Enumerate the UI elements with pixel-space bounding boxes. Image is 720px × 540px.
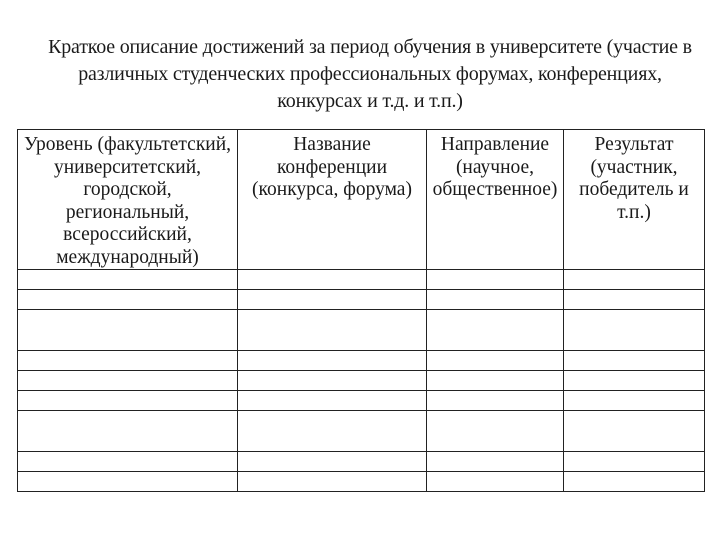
document-heading [40, 34, 700, 115]
table-row [18, 371, 705, 391]
table-cell[interactable] [238, 472, 427, 492]
table-cell[interactable] [564, 290, 705, 310]
header-result-line: (участник, [590, 156, 678, 178]
table-row [18, 270, 705, 290]
table-cell[interactable] [427, 270, 564, 290]
header-level-line: Уровень (факультетский, [23, 134, 232, 155]
table-cell[interactable] [564, 391, 705, 411]
heading-line-2: различных студенческих профессиональных форумах, конференциях, [78, 63, 662, 85]
table-cell[interactable] [238, 411, 427, 452]
header-result-line: Результат [594, 134, 674, 155]
header-direction [427, 130, 564, 270]
table-cell[interactable] [18, 290, 238, 310]
header-level-line: всероссийский, [63, 224, 192, 245]
table-cell[interactable] [18, 270, 238, 290]
table-cell[interactable] [238, 452, 427, 472]
header-name-line: конференции [276, 156, 388, 178]
achievements-table [17, 129, 705, 492]
header-level-line: университетский, [53, 156, 202, 178]
table-cell[interactable] [564, 310, 705, 351]
table-row [18, 310, 705, 351]
table-cell[interactable] [238, 391, 427, 411]
header-conference-name [238, 130, 427, 270]
header-name-line: (конкурса, форума) [252, 179, 412, 200]
header-level [18, 130, 238, 270]
header-level-line: международный) [56, 246, 199, 268]
table-header-row [18, 130, 705, 270]
table-cell[interactable] [18, 472, 238, 492]
table-row [18, 290, 705, 310]
header-level-line: региональный, [65, 201, 190, 223]
header-result-line: т.п.) [617, 201, 651, 223]
table-cell[interactable] [427, 351, 564, 371]
header-direction-line: Направление [440, 134, 550, 155]
table-cell[interactable] [238, 290, 427, 310]
table-cell[interactable] [18, 411, 238, 452]
table-cell[interactable] [18, 351, 238, 371]
heading-line-3: конкурсах и т.д. и т.п.) [277, 90, 463, 112]
table-row [18, 411, 705, 452]
heading-line-1: Краткое описание достижений за период обучения в университете (участие в [48, 36, 692, 58]
table-cell[interactable] [18, 452, 238, 472]
table-cell[interactable] [18, 310, 238, 351]
table-row [18, 391, 705, 411]
table-cell[interactable] [427, 290, 564, 310]
header-name-line: Название [293, 134, 371, 155]
table-cell[interactable] [427, 452, 564, 472]
table-cell[interactable] [427, 411, 564, 452]
header-level-line: городской, [83, 179, 172, 200]
table-cell[interactable] [238, 351, 427, 371]
table-cell[interactable] [238, 310, 427, 351]
table-cell[interactable] [427, 371, 564, 391]
table-cell[interactable] [564, 411, 705, 452]
table-cell[interactable] [564, 270, 705, 290]
table-cell[interactable] [18, 391, 238, 411]
table-cell[interactable] [564, 371, 705, 391]
header-direction-line: (научное, [455, 156, 535, 178]
table-cell[interactable] [238, 371, 427, 391]
table-row [18, 452, 705, 472]
header-result [564, 130, 705, 270]
table-cell[interactable] [427, 310, 564, 351]
table-cell[interactable] [427, 472, 564, 492]
table-cell[interactable] [238, 270, 427, 290]
table-row [18, 351, 705, 371]
table-cell[interactable] [564, 452, 705, 472]
table-cell[interactable] [18, 371, 238, 391]
table-cell[interactable] [564, 472, 705, 492]
table-row [18, 472, 705, 492]
table-cell[interactable] [564, 351, 705, 371]
header-result-line: победитель и [579, 179, 689, 200]
header-direction-line: общественное) [432, 179, 558, 200]
table-cell[interactable] [427, 391, 564, 411]
